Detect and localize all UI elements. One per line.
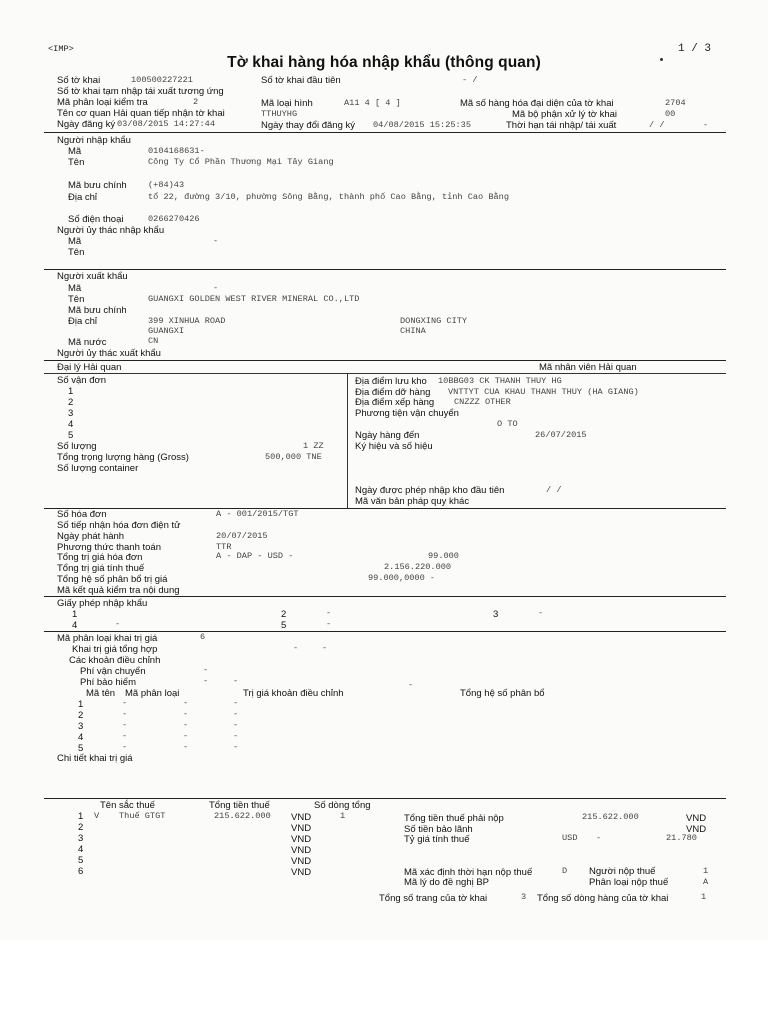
luu-kho-label: Địa điểm lưu kho bbox=[355, 376, 427, 387]
exporter-dia-chi-line1: 399 XINHUA ROAD bbox=[148, 316, 226, 326]
importer-buu-chinh-value: (+84)43 bbox=[148, 180, 185, 190]
phuong-tien-label: Phương tiện vận chuyển bbox=[355, 408, 459, 419]
val-row-2: 2 bbox=[78, 710, 84, 721]
exporter-section-label: Người xuất khẩu bbox=[57, 271, 128, 282]
ngay-dang-ky-value: 03/08/2015 14:27:44 bbox=[117, 119, 215, 129]
phan-loai-kiem-tra-value: 2 bbox=[193, 97, 199, 107]
val-dash: - bbox=[183, 731, 189, 741]
page-number: 1 / 3 bbox=[678, 43, 712, 55]
ngay-den-value: 26/07/2015 bbox=[535, 430, 587, 440]
speck-mark bbox=[660, 58, 663, 61]
val-row-1: 1 bbox=[78, 699, 84, 710]
tax-row-currency: VND bbox=[291, 867, 312, 878]
divider bbox=[44, 798, 726, 799]
ty-gia-label: Tỷ giá tính thuế bbox=[404, 834, 470, 845]
val-dash: - bbox=[233, 742, 239, 752]
tax-row-currency: VND bbox=[291, 823, 312, 834]
permit-row-2: 2 bbox=[281, 609, 287, 620]
permit-row-3: 3 bbox=[493, 609, 499, 620]
phan-loai-nop-label: Phân loại nộp thuế bbox=[589, 877, 669, 888]
so-to-khai-value: 100500227221 bbox=[131, 75, 193, 85]
thanh-toan-value: TTR bbox=[216, 542, 232, 552]
exporter-ma-nuoc-label: Mã nước bbox=[68, 337, 107, 348]
thoi-han-nop-label: Mã xác định thời hạn nộp thuế bbox=[404, 867, 533, 878]
val-dash: - bbox=[122, 731, 128, 741]
nhap-kho-label: Ngày được phép nhập kho đầu tiên bbox=[355, 485, 505, 496]
ma-phan-loai-header: Mã phân loại bbox=[125, 688, 180, 699]
phan-loai-khai-label: Mã phân loại khai trị giá bbox=[57, 633, 158, 644]
nguoi-nop-label: Người nộp thuế bbox=[589, 866, 656, 877]
val-dash: - bbox=[122, 698, 128, 708]
bao-lanh-label: Số tiền bảo lãnh bbox=[404, 824, 473, 835]
ngay-dang-ky-label: Ngày đăng ký bbox=[57, 119, 116, 130]
permit-row-5: 5 bbox=[281, 620, 287, 631]
tong-dong-label: Tổng số dòng hàng của tờ khai bbox=[537, 893, 669, 904]
tinh-thue-value: 2.156.220.000 bbox=[384, 562, 452, 572]
importer-ma-label: Mã bbox=[68, 146, 82, 157]
so-dau-tien-label: Số tờ khai đầu tiên bbox=[261, 75, 341, 86]
so-dau-tien-value: - / bbox=[462, 75, 478, 85]
uy-thac-nhap-label: Người ủy thác nhập khẩu bbox=[57, 225, 165, 236]
exporter-city: DONGXING CITY bbox=[400, 316, 468, 326]
thoi-han-label: Thời hạn tái nhập/ tái xuất bbox=[506, 120, 617, 131]
uy-thac-nhap-ten-label: Tên bbox=[68, 247, 85, 258]
importer-ten-label: Tên bbox=[68, 157, 85, 168]
val-dash: - bbox=[122, 742, 128, 752]
divider bbox=[44, 596, 726, 597]
importer-dia-chi-value: tổ 22, đường 3/10, phường Sông Bằng, thành phố Cao Bằng, tỉnh Cao Bằng bbox=[148, 192, 509, 202]
hs-code-value: 2704 bbox=[665, 98, 686, 108]
phan-bo-label: Tổng hệ số phân bổ trị giá bbox=[57, 574, 168, 585]
van-chuyen-dash: - bbox=[203, 665, 209, 675]
importer-ten-value: Công Ty Cổ Phần Thương Mại Tây Giang bbox=[148, 157, 334, 167]
tax-row-code: V bbox=[94, 811, 100, 821]
phuong-tien-value: O TO bbox=[497, 419, 518, 429]
dai-ly-label: Đại lý Hải quan bbox=[57, 362, 122, 373]
ngay-den-label: Ngày hàng đến bbox=[355, 430, 420, 441]
ma-loai-hinh-label: Mã loại hình bbox=[261, 98, 313, 109]
permit-row-1: 1 bbox=[72, 609, 78, 620]
tax-row-index: 5 bbox=[78, 855, 84, 866]
ty-gia-value: 21.780 bbox=[666, 833, 697, 843]
exporter-ten-label: Tên bbox=[68, 294, 85, 305]
exporter-buu-chinh-label: Mã bưu chính bbox=[68, 305, 127, 316]
tax-row-index: 3 bbox=[78, 833, 84, 844]
gross-label: Tổng trọng lượng hàng (Gross) bbox=[57, 452, 189, 463]
exporter-ten-value: GUANGXI GOLDEN WEST RIVER MINERAL CO.,LTD bbox=[148, 294, 360, 304]
tong-hop-label: Khai trị giá tổng hợp bbox=[72, 644, 158, 655]
divider bbox=[44, 373, 726, 374]
van-don-row-1: 1 bbox=[68, 386, 74, 397]
ngay-phat-hanh-value: 20/07/2015 bbox=[216, 531, 268, 541]
tax-row-currency: VND bbox=[291, 856, 312, 867]
phan-loai-nop-value: A bbox=[703, 877, 709, 887]
xep-hang-label: Địa điểm xếp hàng bbox=[355, 397, 435, 408]
tong-dong-value: 1 bbox=[701, 892, 707, 902]
van-don-row-3: 3 bbox=[68, 408, 74, 419]
importer-section-label: Người nhập khẩu bbox=[57, 135, 131, 146]
permit-row-4: 4 bbox=[72, 620, 78, 631]
ngay-thay-doi-value: 04/08/2015 15:25:35 bbox=[373, 120, 471, 130]
phan-loai-kiem-tra-label: Mã phân loại kiểm tra bbox=[57, 97, 148, 108]
phan-bo-value: 99.000,0000 - bbox=[368, 573, 436, 583]
tinh-thue-label: Tổng trị giá tính thuế bbox=[57, 563, 145, 574]
tam-nhap-label: Số tờ khai tạm nhập tái xuất tương ứng bbox=[57, 86, 224, 97]
phai-nop-value: 215.622.000 bbox=[582, 812, 639, 822]
phap-quy-label: Mã văn bản pháp quy khác bbox=[355, 496, 470, 507]
he-so-header: Tổng hệ số phân bổ bbox=[460, 688, 545, 699]
tax-row-index: 1 bbox=[78, 811, 84, 822]
val-dash: - bbox=[183, 742, 189, 752]
container-label: Số lượng container bbox=[57, 463, 139, 474]
val-row-4: 4 bbox=[78, 732, 84, 743]
permit-dash-5: - bbox=[326, 619, 332, 629]
dieu-chinh-label: Các khoản điều chỉnh bbox=[69, 655, 161, 666]
divider bbox=[44, 269, 726, 270]
exporter-ma-nuoc-value: CN bbox=[148, 336, 159, 346]
importer-ma-value: 0104168631- bbox=[148, 146, 205, 156]
tri-gia-hd-code: A - DAP - USD - bbox=[216, 551, 294, 561]
ngay-thay-doi-label: Ngày thay đổi đăng ký bbox=[261, 120, 356, 131]
so-hoa-don-value: A - 001/2015/TGT bbox=[216, 509, 299, 519]
val-dash: - bbox=[122, 709, 128, 719]
tax-row-index: 2 bbox=[78, 822, 84, 833]
tong-hop-dash-2: - bbox=[322, 643, 328, 653]
tong-tien-thue-header: Tổng tiền thuế bbox=[209, 800, 270, 811]
so-luong-label: Số lượng bbox=[57, 441, 97, 452]
exporter-dia-chi-label: Địa chỉ bbox=[68, 316, 98, 327]
do-hang-value: VNTTYT CUA KHAU THANH THUY (HA GIANG) bbox=[448, 387, 639, 397]
tax-row-currency: VND bbox=[291, 834, 312, 845]
tri-gia-dc-header: Trị giá khoản điều chỉnh bbox=[243, 688, 344, 699]
nguoi-nop-value: 1 bbox=[703, 866, 709, 876]
divider bbox=[44, 132, 726, 133]
permit-dash-2: - bbox=[326, 608, 332, 618]
van-don-row-4: 4 bbox=[68, 419, 74, 430]
ma-loai-hinh-value: A11 4 [ 4 ] bbox=[344, 98, 401, 108]
do-hang-label: Địa điểm dỡ hàng bbox=[355, 387, 431, 398]
ty-gia-dash: - bbox=[596, 833, 602, 843]
importer-dien-thoai-value: 0266270426 bbox=[148, 214, 200, 224]
ten-sac-thue-header: Tên sắc thuế bbox=[100, 800, 155, 811]
co-quan-label: Tên cơ quan Hải quan tiếp nhận tờ khai bbox=[57, 108, 225, 119]
giay-phep-label: Giấy phép nhập khẩu bbox=[57, 598, 148, 609]
divider bbox=[44, 508, 726, 509]
thoi-han-nop-value: D bbox=[562, 866, 568, 876]
tong-hop-dash-1: - bbox=[293, 643, 299, 653]
val-dash: - bbox=[233, 709, 239, 719]
tax-row-name: Thuế GTGT bbox=[119, 811, 166, 821]
tong-trang-value: 3 bbox=[521, 892, 527, 902]
phan-loai-khai-value: 6 bbox=[200, 632, 206, 642]
uy-thac-nhap-ma-value: - bbox=[213, 236, 219, 246]
thanh-toan-label: Phương thức thanh toán bbox=[57, 542, 161, 553]
bao-hiem-dash-2: - bbox=[233, 676, 239, 686]
van-don-row-5: 5 bbox=[68, 430, 74, 441]
so-dong-header: Số dòng tổng bbox=[314, 800, 371, 811]
ma-ten-header: Mã tên bbox=[86, 688, 116, 699]
permit-dash-4: - bbox=[115, 619, 121, 629]
importer-buu-chinh-label: Mã bưu chính bbox=[68, 180, 127, 191]
tong-trang-label: Tổng số trang của tờ khai bbox=[379, 893, 488, 904]
val-dash: - bbox=[233, 731, 239, 741]
phai-nop-label: Tổng tiền thuế phải nộp bbox=[404, 813, 504, 824]
val-dash: - bbox=[122, 720, 128, 730]
tax-row-currency: VND bbox=[291, 845, 312, 856]
ty-gia-currency: USD bbox=[562, 833, 578, 843]
van-chuyen-label: Phí vận chuyển bbox=[80, 666, 146, 677]
tax-row-index: 4 bbox=[78, 844, 84, 855]
gross-value: 500,000 TNE bbox=[265, 452, 322, 462]
exporter-dia-chi-line2: GUANGXI bbox=[148, 326, 185, 336]
val-dash: - bbox=[183, 709, 189, 719]
val-row-5: 5 bbox=[78, 743, 84, 754]
ly-do-label: Mã lý do đề nghị BP bbox=[404, 877, 490, 888]
tax-row-currency: VND bbox=[291, 812, 312, 823]
val-dash: - bbox=[183, 698, 189, 708]
tax-row-lines: 1 bbox=[340, 811, 346, 821]
he-so-dash: - bbox=[408, 680, 414, 690]
luu-kho-value: 10BBG03 CK THANH THUY HG bbox=[438, 376, 562, 386]
uy-thac-nhap-ma-label: Mã bbox=[68, 236, 82, 247]
dien-tu-label: Số tiếp nhận hóa đơn điện tử bbox=[57, 520, 181, 531]
tax-row-index: 6 bbox=[78, 866, 84, 877]
ngay-phat-hanh-label: Ngày phát hành bbox=[57, 531, 125, 542]
tri-gia-hd-label: Tổng trị giá hóa đơn bbox=[57, 552, 143, 563]
exporter-ma-label: Mã bbox=[68, 283, 82, 294]
imp-code: <IMP> bbox=[48, 44, 74, 54]
ky-hieu-label: Ký hiệu và số hiệu bbox=[355, 441, 433, 452]
val-dash: - bbox=[233, 698, 239, 708]
bo-phan-value: 00 bbox=[665, 109, 676, 119]
exporter-ma-value: - bbox=[213, 283, 219, 293]
vertical-divider bbox=[347, 373, 348, 508]
xep-hang-value: CNZZZ OTHER bbox=[454, 397, 511, 407]
bao-hiem-dash: - bbox=[203, 676, 209, 686]
van-don-row-2: 2 bbox=[68, 397, 74, 408]
divider bbox=[44, 360, 726, 361]
kiem-tra-label: Mã kết quả kiểm tra nội dung bbox=[57, 585, 180, 596]
val-dash: - bbox=[183, 720, 189, 730]
thoi-han-value: / / bbox=[649, 120, 665, 130]
importer-dien-thoai-label: Số điện thoại bbox=[68, 214, 124, 225]
bao-lanh-currency: VND bbox=[686, 824, 707, 835]
exporter-country: CHINA bbox=[400, 326, 426, 336]
val-dash: - bbox=[233, 720, 239, 730]
importer-dia-chi-label: Địa chỉ bbox=[68, 192, 98, 203]
uy-thac-xuat-label: Người ủy thác xuất khẩu bbox=[57, 348, 161, 359]
tri-gia-hd-value: 99.000 bbox=[428, 551, 459, 561]
bao-hiem-label: Phí bảo hiểm bbox=[80, 677, 136, 688]
chi-tiet-label: Chi tiết khai trị giá bbox=[57, 753, 133, 764]
co-quan-value: TTHUYHG bbox=[261, 109, 298, 119]
phai-nop-currency: VND bbox=[686, 813, 707, 824]
bo-phan-label: Mã bộ phận xử lý tờ khai bbox=[512, 109, 618, 120]
divider bbox=[44, 631, 726, 632]
so-van-don-label: Số vận đơn bbox=[57, 375, 107, 386]
val-row-3: 3 bbox=[78, 721, 84, 732]
nhan-vien-label: Mã nhân viên Hải quan bbox=[539, 362, 637, 373]
so-luong-value: 1 ZZ bbox=[303, 441, 324, 451]
nhap-kho-value: / / bbox=[546, 485, 562, 495]
thoi-han-dash: - bbox=[703, 120, 709, 130]
permit-dash-3: - bbox=[538, 608, 544, 618]
page-title: Tờ khai hàng hóa nhập khẩu (thông quan) bbox=[227, 54, 541, 71]
hs-code-label: Mã số hàng hóa đại diện của tờ khai bbox=[460, 98, 614, 109]
so-hoa-don-label: Số hóa đơn bbox=[57, 509, 107, 520]
tax-row-amount: 215.622.000 bbox=[214, 811, 271, 821]
so-to-khai-label: Số tờ khai bbox=[57, 75, 101, 86]
